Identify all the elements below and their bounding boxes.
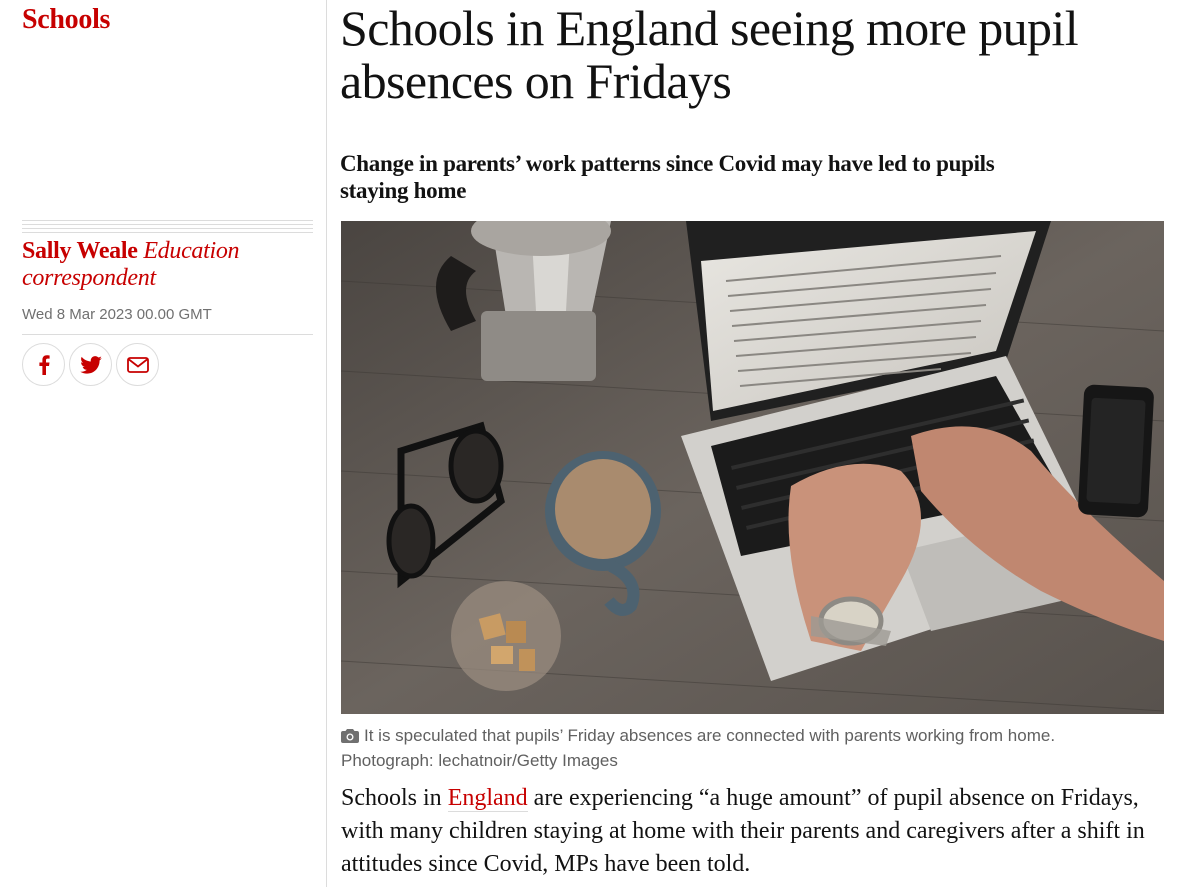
- article-standfirst: Change in parents’ work patterns since Covid may have led to pupils staying home: [340, 151, 995, 203]
- share-facebook-button[interactable]: [22, 343, 65, 386]
- england-link[interactable]: England: [447, 785, 528, 811]
- caption-text: It is speculated that pupils’ Friday absences are connected with parents working from home.: [364, 726, 1056, 745]
- email-icon: [127, 357, 149, 373]
- author-name[interactable]: Sally Weale: [22, 238, 138, 264]
- article-headline: Schools in England seeing more pupil absences on Fridays: [340, 0, 1079, 109]
- body-text-start: Schools in: [341, 785, 448, 811]
- share-buttons: [22, 343, 159, 386]
- camera-icon: [341, 728, 359, 743]
- facebook-icon: [38, 355, 50, 375]
- section-link[interactable]: Schools: [22, 4, 111, 35]
- twitter-icon: [80, 356, 102, 374]
- photo-credit: Photograph: lechatnoir/Getty Images: [341, 751, 618, 770]
- image-caption: [341, 723, 1171, 773]
- column-divider: [326, 0, 327, 887]
- share-email-button[interactable]: [116, 343, 159, 386]
- body-text-rest: are experiencing “a huge amount” of pupil absence on Fridays, with many children staying at home with their parents and caregivers after a shift in attitudes since Covid, MPs have been told.: [341, 785, 1145, 877]
- meta-divider: [22, 334, 313, 335]
- share-twitter-button[interactable]: [69, 343, 112, 386]
- article-main-image[interactable]: [341, 221, 1164, 714]
- author-role: Education correspondent: [22, 238, 240, 291]
- publish-date: Wed 8 Mar 2023 00.00 GMT: [22, 306, 212, 323]
- article-body-paragraph: [341, 782, 1161, 881]
- article-meta-column: [0, 0, 326, 887]
- byline-rules: [22, 220, 313, 234]
- byline: [22, 238, 313, 292]
